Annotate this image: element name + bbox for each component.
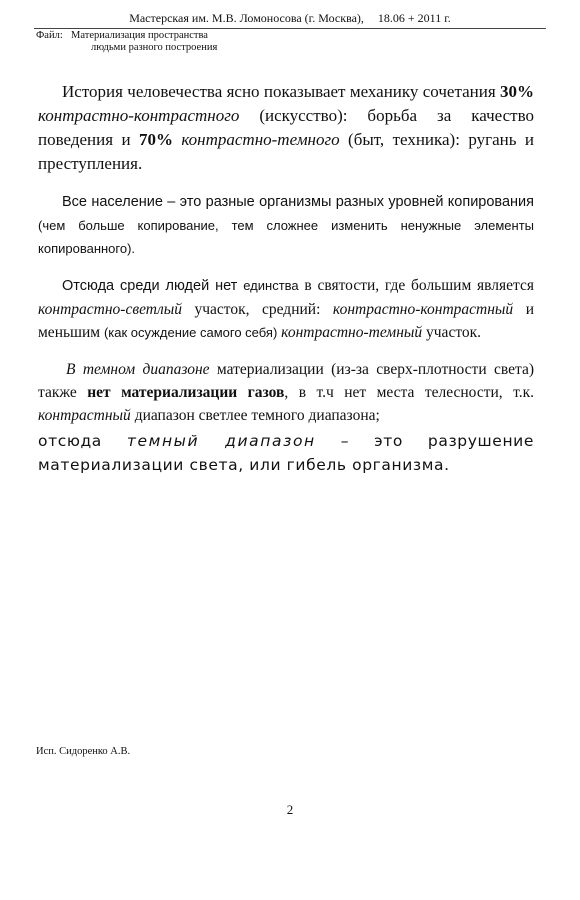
- page-number: 2: [286, 802, 294, 817]
- paragraph-3: [38, 274, 534, 344]
- p3-text-7: участок.: [422, 324, 482, 341]
- p4-text-2: , в т.ч нет места телесности, т.к.: [284, 384, 534, 401]
- p4-no-gas-materialization: нет материализации газов: [87, 384, 285, 401]
- p1-term-contrast-contrast: контрастно-контрастного: [38, 106, 240, 125]
- file-title-line-1: Материализация пространства: [71, 30, 208, 41]
- p5-text-1: отсюда: [38, 432, 127, 450]
- p4-text-1: материализации (из-за сверх-плотности света) также: [38, 361, 534, 401]
- p1-percent-30: 30%: [500, 82, 534, 101]
- p3-text-5: и меньшим: [38, 301, 534, 341]
- p3-text-4: участок, средний:: [181, 301, 333, 318]
- p3-text-3: в святости, где большим является: [298, 277, 534, 294]
- p3-term-contrast-dark: контрастно-темный: [281, 324, 423, 341]
- p5-term-dark-range: темный диапазон: [126, 432, 316, 450]
- header-date: 18.06 + 2011 г.: [377, 11, 451, 25]
- p1-text-3: (быт, техника): ругань и преступления.: [38, 130, 534, 173]
- paragraph-4: [38, 358, 534, 427]
- paragraph-2: [38, 190, 534, 260]
- file-title: [71, 30, 217, 54]
- p4-text-3: диапазон светлее темного диапазона;: [130, 407, 380, 424]
- p1-term-contrast-dark: контрастно-темного: [181, 130, 340, 149]
- p1-text-2: (искусство): борьба за качество поведения и: [38, 106, 534, 149]
- header-divider: [34, 28, 546, 29]
- page-header: [0, 11, 580, 25]
- p3-text-1: Отсюда среди людей нет: [62, 278, 244, 294]
- p4-term-dark-range: В темном диапазоне: [66, 361, 210, 378]
- file-label: Файл:: [36, 30, 63, 41]
- p3-text-2: единства: [243, 278, 299, 293]
- file-title-line-2: людьми разного построения: [91, 42, 218, 53]
- p1-text-1: История человечества ясно показывает механику сочетания: [62, 82, 500, 101]
- p1-percent-70: 70%: [138, 130, 173, 149]
- document-body: [38, 80, 534, 491]
- paragraph-5: [38, 429, 534, 477]
- signature: Исп. Сидоренко А.В.: [36, 746, 131, 757]
- p3-term-contrast-contrast: контрастно-контрастный: [332, 301, 514, 318]
- p3-text-6: (как осуждение самого себя): [103, 325, 278, 340]
- p3-term-contrast-light: контрастно-светлый: [38, 301, 182, 318]
- paragraph-1: [38, 80, 534, 176]
- p2-text-1: Все население – это разные организмы разных уровней копирования: [62, 194, 534, 210]
- header-title: Мастерская им. М.В. Ломоносова (г. Москва),: [129, 11, 364, 25]
- p4-term-contrast: контрастный: [38, 407, 131, 424]
- p5-text-2: – это разрушение материализации света, или гибель организма.: [38, 432, 534, 474]
- p2-text-2: (чем больше копирование, тем сложнее изменить ненужные элементы копированного).: [38, 218, 534, 256]
